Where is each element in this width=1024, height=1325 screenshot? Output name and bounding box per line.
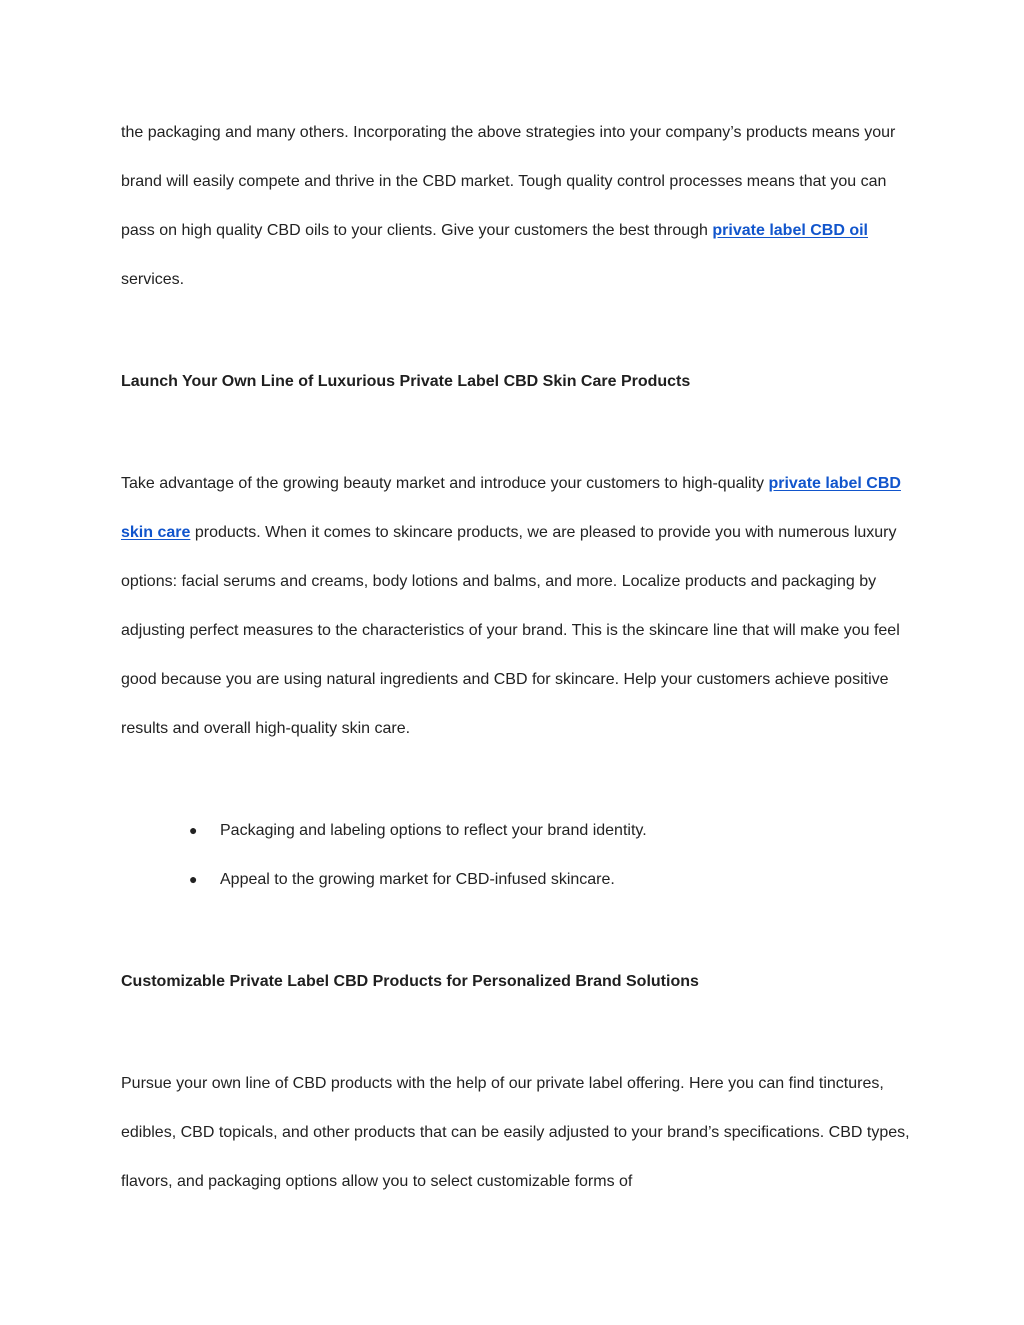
paragraph-text: products. When it comes to skincare products, we are pleased to provide you with numerous luxury options: facial serums and creams, body lotions and balms, and more. Localize products and packaging by adjusting perfect measures to the characteristics of your brand. This is the skincare line that will make you feel good because you are using natural ingredients and CBD for skincare. Help your customers achieve positive results and overall high-quality skin care. — [121, 524, 900, 737]
paragraph-skin-care — [121, 459, 911, 753]
bullet-list-item — [121, 806, 911, 855]
paragraph-text: the packaging and many others. Incorporating the above strategies into your company’s products means your brand will easily compete and thrive in the CBD market. Tough quality control processes means that you can pass on high quality CBD oils to your clients. Give your customers the best through — [121, 124, 896, 239]
bullet-icon: ● — [189, 822, 198, 838]
section-heading-skin-care: Launch Your Own Line of Luxurious Private Label CBD Skin Care Products — [121, 373, 691, 390]
private-label-cbd-oil-link[interactable]: private label CBD oil — [712, 222, 868, 239]
bullet-list — [121, 806, 911, 904]
paragraph-customizable: Pursue your own line of CBD products with the help of our private label offering. Here you can find tinctures, edibles, CBD topicals, and other products that can be easily adjusted to your brand’s specifications. CBD types, flavors, and packaging options allow you to select customizable forms of — [121, 1075, 910, 1190]
spacer — [121, 304, 911, 357]
bullet-text: Packaging and labeling options to reflect your brand identity. — [220, 822, 647, 839]
bullet-icon: ● — [189, 871, 198, 887]
private-label-cbd-skin-care-link[interactable]: private label CBD skin care — [121, 475, 901, 541]
bullet-list-item — [121, 855, 911, 904]
section-heading-customizable: Customizable Private Label CBD Products for Personalized Brand Solutions — [121, 973, 699, 990]
paragraph-cbd-oil — [121, 108, 911, 304]
paragraph-text: Take advantage of the growing beauty market and introduce your customers to high-quality — [121, 475, 769, 492]
spacer — [121, 1006, 911, 1059]
spacer — [121, 904, 911, 957]
bullet-text: Appeal to the growing market for CBD-infused skincare. — [220, 871, 615, 888]
spacer — [121, 406, 911, 459]
document-body — [121, 108, 911, 1206]
spacer — [121, 753, 911, 806]
paragraph-text: services. — [121, 271, 185, 288]
